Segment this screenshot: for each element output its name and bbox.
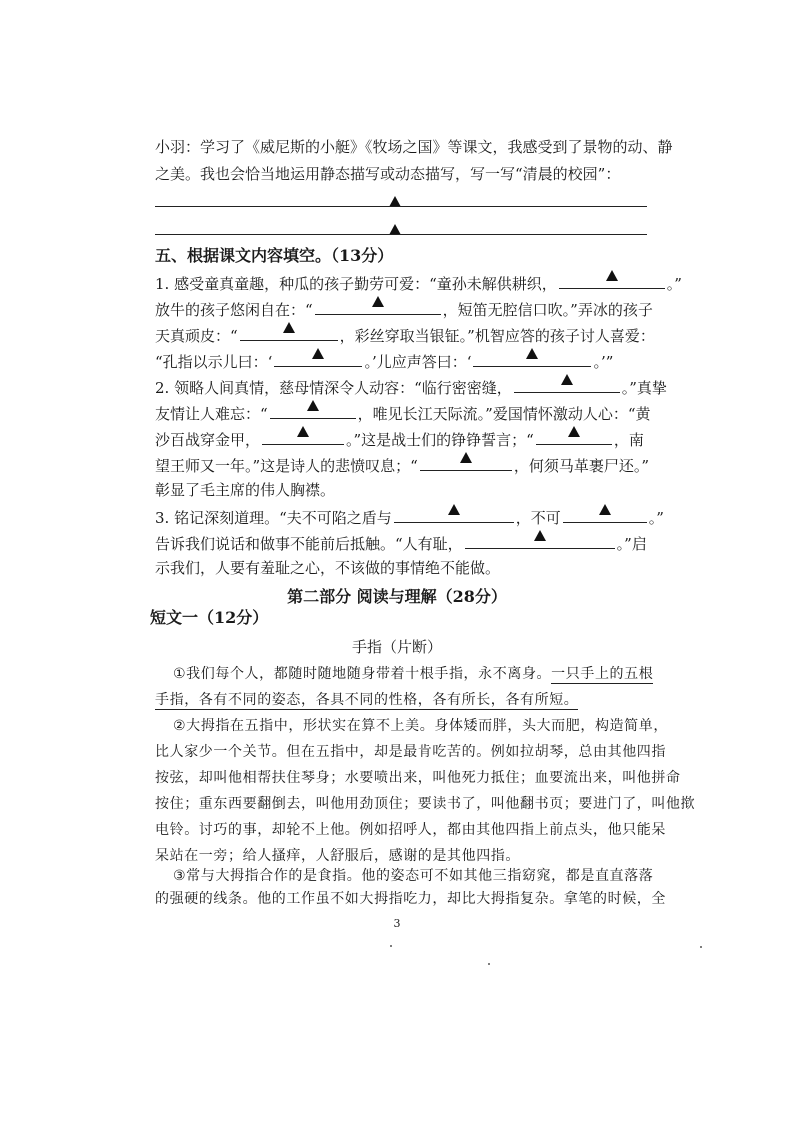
q2-line-3: 沙百战穿金甲， 。”这是战士们的铮铮誓言；“ ，南 — [155, 428, 644, 450]
fill-blank[interactable] — [465, 532, 615, 549]
fill-blank[interactable] — [240, 324, 338, 341]
passage-title: 手指（片断） — [351, 638, 442, 656]
paragraph-3-line: 的强硬的线条。他的工作虽不如大拇指吃力，却比大拇指复杂。拿笔的时候，全 — [155, 891, 666, 907]
fill-blank[interactable] — [420, 454, 512, 471]
fill-blank[interactable] — [274, 350, 362, 367]
q1-line-2: 放牛的孩子悠闲自在：“ ，短笛无腔信口吹。”弄冰的孩子 — [155, 298, 653, 320]
fill-blank[interactable] — [394, 506, 514, 523]
scan-speck — [390, 945, 392, 947]
q1-line-4: “孔指以示儿曰：‘ 。’儿应声答曰：‘ 。’” — [155, 350, 613, 372]
fill-blank[interactable] — [262, 428, 344, 445]
paragraph-2-line: ②大拇指在五指中，形状实在算不上美。身体矮而胖，头大而肥，构造简单， — [173, 718, 668, 734]
part2-title: 第二部分 阅读与理解（28分） — [287, 587, 507, 606]
page-number: 3 — [393, 917, 401, 930]
scan-speck — [488, 963, 490, 965]
q1-line-1: 1. 感受童真童趣，种瓜的孩子勤劳可爱：“童孙未解供耕织， 。” — [155, 272, 682, 294]
fill-blank[interactable] — [536, 428, 612, 445]
q2-line-5: 彰显了毛主席的伟人胸襟。 — [155, 481, 336, 499]
paragraph-1-line-2 — [155, 690, 578, 710]
scan-speck — [700, 946, 702, 948]
q3-line-1: 3. 铭记深刻道理。“夫不可陷之盾与 ，不可 。” — [155, 506, 664, 528]
answer-marker-1 — [389, 192, 401, 211]
q3-line-2: 告诉我们说话和做事不能前后抵触。“人有耻， 。”启 — [155, 532, 647, 554]
writing-line-2 — [155, 234, 647, 235]
fill-blank[interactable] — [559, 272, 665, 289]
paragraph-2-line: 按弦，却叫他相帮扶住琴身；水要喷出来，叫他死力抵住；血要流出来，叫他拼命 — [155, 770, 681, 786]
fill-blank[interactable] — [270, 402, 356, 419]
section5-heading: 五、根据课文内容填空。（13分） — [155, 246, 394, 265]
paragraph-3-line: ③常与大拇指合作的是食指。他的姿态可不如其他三指窈窕，都是直直落落 — [173, 868, 654, 884]
paragraph-2-line: 比人家少一个关节。但在五指中，却是最肯吃苦的。例如拉胡琴，总由其他四指 — [155, 744, 666, 760]
paragraph-2-line: 呆站在一旁；给人搔痒，人舒服后，感谢的是其他四指。 — [155, 848, 520, 864]
q2-line-4: 望王师又一年。”这是诗人的悲愤叹息；“ ，何须马革裹尸还。” — [155, 454, 649, 476]
underlined-sentence: 手指，各有不同的姿态，各具不同的性格，各有所长，各有所短。 — [155, 692, 579, 708]
fill-blank[interactable] — [514, 376, 620, 393]
q2-line-1: 2. 领略人间真情，慈母情深令人动容：“临行密密缝， 。”真挚 — [155, 376, 667, 398]
writing-line-1 — [155, 206, 647, 207]
fill-blank[interactable] — [563, 506, 647, 523]
paragraph-2-line: 按住；重东西要翻倒去，叫他用劲顶住；要读书了，叫他翻书页；要进门了，叫他揿 — [155, 796, 696, 812]
q2-line-2: 友情让人难忘：“ ，唯见长江天际流。”爱国情怀激动人心：“黄 — [155, 402, 651, 424]
composition-prompt-line-1: 小羽：学习了《威尼斯的小艇》《牧场之国》等课文，我感受到了景物的动、静 — [155, 138, 673, 156]
passage-label: 短文一（12分） — [150, 608, 269, 627]
q3-line-3: 示我们，人要有羞耻之心，不该做的事情绝不能做。 — [155, 559, 501, 577]
underlined-sentence: 一只手上的五根 — [551, 666, 654, 682]
fill-blank[interactable] — [315, 298, 441, 315]
fill-blank[interactable] — [473, 350, 591, 367]
composition-prompt-line-2: 之美。我也会恰当地运用静态描写或动态描写，写一写“清晨的校园”： — [155, 165, 621, 183]
paragraph-2-line: 电铃。讨巧的事，却轮不上他。例如招呼人，都由其他四指上前点头，他只能呆 — [155, 822, 666, 838]
q1-line-3: 天真顽皮：“ ，彩丝穿取当银钲。”机智应答的孩子讨人喜爱： — [155, 324, 655, 346]
paragraph-1-line-1: ①我们每个人，都随时随地随身带着十根手指，永不离身。一只手上的五根 — [173, 666, 654, 682]
answer-marker-2 — [389, 220, 401, 239]
